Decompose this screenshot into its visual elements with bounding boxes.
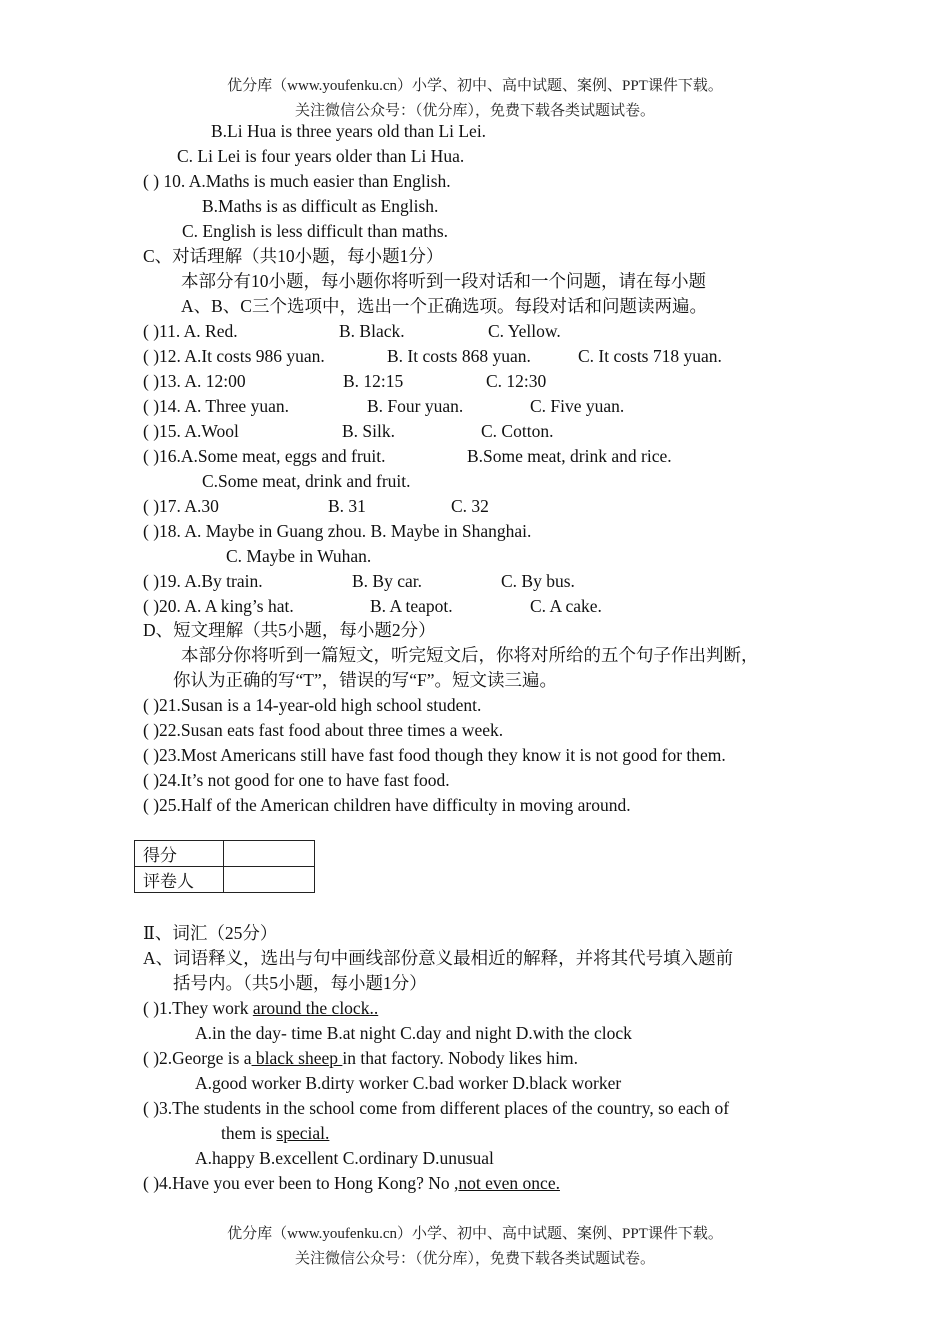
section-d-instruction-1: 本部分你将听到一篇短文，听完短文后，你将对所给的五个句子作出判断， (181, 645, 759, 665)
page-footer-line-2: 关注微信公众号：（优分库），免费下载各类试题试卷。 (294, 1251, 655, 1267)
q12-option-b: B. It costs 868 yuan. (387, 346, 531, 366)
question-23: ( )23.Most Americans still have fast food though they know it is not good for them. (143, 745, 726, 765)
grader-row (135, 867, 315, 893)
score-label: 得分 (135, 841, 224, 867)
vocab-question-2 (143, 1047, 578, 1069)
q19-option-a: ( )19. A.By train. (143, 571, 263, 591)
q12-option-a: ( )12. A.It costs 986 yuan. (143, 346, 325, 366)
q17-option-a: ( )17. A.30 (143, 496, 219, 516)
q14-option-b: B. Four yuan. (367, 396, 464, 416)
vocab-q4-stem: ( )4.Have you ever been to Hong Kong? No , (143, 1173, 459, 1193)
vocab-q2-stem-end: in that factory. Nobody likes him. (342, 1048, 578, 1068)
q20-option-c: C. A cake. (530, 596, 602, 616)
section-d-title: D、短文理解（共5小题，每小题2分） (143, 620, 436, 640)
q13-option-a: ( )13. A. 12:00 (143, 371, 246, 391)
q10-option-a: ( ) 10. A.Maths is much easier than English. (143, 171, 451, 191)
section-d-instruction-2: 你认为正确的写“T”，错误的写“F”。短文读三遍。 (173, 670, 557, 690)
question-20 (143, 595, 602, 617)
q19-option-c: C. By bus. (501, 571, 575, 591)
page-footer-line-1: 优分库（www.youfenku.cn）小学、初中、高中试题、案例、PPT课件下载。 (227, 1226, 723, 1242)
section-c-instruction-2: A、B、C三个选项中，选出一个正确选项。每段对话和问题读两遍。 (181, 296, 707, 316)
question-17 (143, 495, 489, 517)
question-18: ( )18. A. Maybe in Guang zhou. B. Maybe in Shanghai. (143, 521, 532, 541)
score-table (134, 840, 315, 893)
q13-option-c: C. 12:30 (486, 371, 547, 391)
vocab-q2-options: A.good worker B.dirty worker C.bad worker D.black worker (195, 1073, 622, 1093)
q17-option-c: C. 32 (451, 496, 489, 516)
question-21: ( )21.Susan is a 14-year-old high school student. (143, 695, 482, 715)
grader-label: 评卷人 (135, 867, 224, 893)
q20-option-b: B. A teapot. (370, 596, 453, 616)
vocab-q3-underlined: special. (276, 1123, 330, 1143)
q13-option-b: B. 12:15 (343, 371, 404, 391)
vocab-q3-stem: them is (221, 1123, 277, 1143)
vocab-q1-underlined: around the clock.. (252, 998, 379, 1018)
section-c-instruction-1: 本部分有10小题，每小题你将听到一段对话和一个问题，请在每小题 (181, 271, 706, 291)
vocab-question-4 (143, 1172, 560, 1194)
question-12 (143, 345, 722, 367)
q11-option-b: B. Black. (339, 321, 405, 341)
vocab-q3-line-2 (221, 1122, 329, 1144)
question-22: ( )22.Susan eats fast food about three times a week. (143, 720, 504, 740)
page-header-line-1: 优分库（www.youfenku.cn）小学、初中、高中试题、案例、PPT课件下载。 (227, 78, 723, 94)
q15-option-a: ( )15. A.Wool (143, 421, 239, 441)
section-c-title: C、对话理解（共10小题，每小题1分） (143, 246, 444, 266)
vocab-q1-stem: ( )1.They work (143, 998, 253, 1018)
vocab-question-3: ( )3.The students in the school come from different places of the country, so each of (143, 1098, 730, 1118)
vocab-question-1 (143, 997, 378, 1019)
q15-option-c: C. Cotton. (481, 421, 554, 441)
q14-option-c: C. Five yuan. (530, 396, 625, 416)
q15-option-b: B. Silk. (342, 421, 396, 441)
q11-option-c: C. Yellow. (488, 321, 561, 341)
q12-option-c: C. It costs 718 yuan. (578, 346, 722, 366)
question-25: ( )25.Half of the American children have difficulty in moving around. (143, 795, 631, 815)
question-15 (143, 420, 554, 442)
vocab-q2-underlined: black sheep (251, 1048, 343, 1068)
question-24: ( )24.It’s not good for one to have fast food. (143, 770, 450, 790)
question-14 (143, 395, 625, 417)
part-2-title: Ⅱ、词汇（25分） (143, 923, 278, 943)
q16-option-b: B.Some meat, drink and rice. (467, 446, 672, 466)
q20-option-a: ( )20. A. A king’s hat. (143, 596, 294, 616)
q19-option-b: B. By car. (352, 571, 422, 591)
question-13 (143, 370, 547, 392)
q11-option-a: ( )11. A. Red. (143, 321, 238, 341)
question-19 (143, 570, 575, 592)
vocab-q3-options: A.happy B.excellent C.ordinary D.unusual (195, 1148, 494, 1168)
part-2-a-instruction-1: A、词语释义，选出与句中画线部份意义最相近的解释，并将其代号填入题前 (143, 948, 734, 968)
vocab-q4-underlined: not even once. (458, 1173, 560, 1193)
score-field[interactable] (224, 841, 315, 867)
q16-option-c: C.Some meat, drink and fruit. (202, 471, 411, 491)
q9-option-b: B.Li Hua is three years old than Li Lei. (211, 121, 487, 141)
page-header-line-2: 关注微信公众号：（优分库），免费下载各类试题试卷。 (294, 103, 655, 119)
q10-option-c: C. English is less difficult than maths. (182, 221, 449, 241)
vocab-q2-stem: ( )2.George is a (143, 1048, 252, 1068)
question-16 (143, 445, 672, 467)
q17-option-b: B. 31 (328, 496, 366, 516)
grader-field[interactable] (224, 867, 315, 893)
q14-option-a: ( )14. A. Three yuan. (143, 396, 289, 416)
q9-option-c: C. Li Lei is four years older than Li Hua. (177, 146, 465, 166)
question-11 (143, 320, 561, 342)
score-row (135, 841, 315, 867)
q16-option-a: ( )16.A.Some meat, eggs and fruit. (143, 446, 386, 466)
q18-option-c: C. Maybe in Wuhan. (226, 546, 372, 566)
part-2-a-instruction-2: 括号内。（共5小题，每小题1分） (173, 973, 427, 993)
q10-option-b: B.Maths is as difficult as English. (202, 196, 439, 216)
vocab-q1-options: A.in the day- time B.at night C.day and night D.with the clock (195, 1023, 632, 1043)
